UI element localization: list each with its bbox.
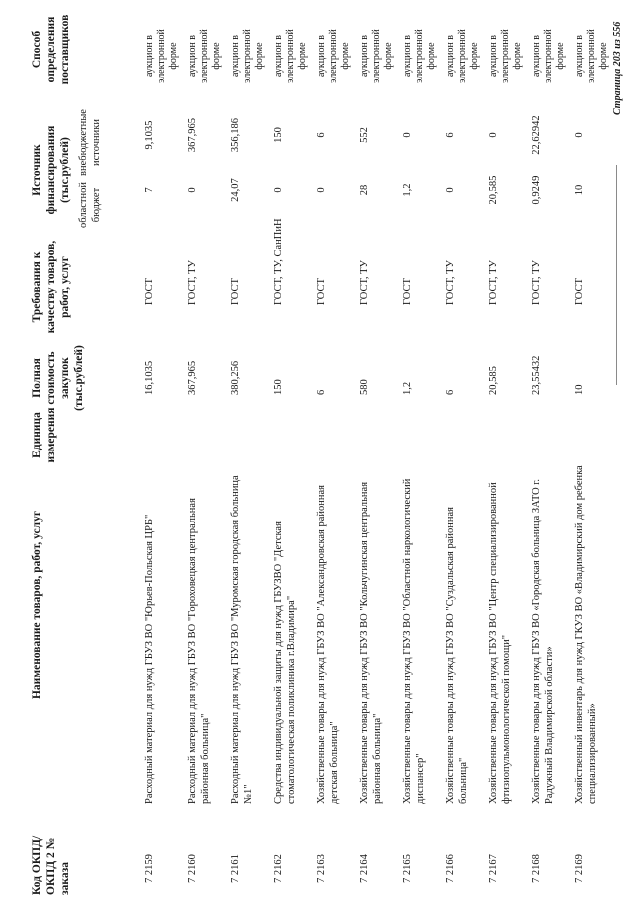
row-requirements: ГОСТ, ТУ, СанПиН	[273, 218, 284, 305]
row-requirements: ГОСТ	[230, 278, 241, 305]
header-method: Способ определения поставщиков	[31, 14, 72, 85]
row-regional-budget: 1,2	[402, 183, 413, 197]
row-requirements: ГОСТ, ТУ	[359, 260, 370, 305]
row-extra-sources: 150	[273, 127, 284, 143]
header-cost: Полная стоимость закупок (тыс.рублей)	[31, 345, 86, 411]
row-code: 7 2162	[273, 854, 284, 883]
row-method: аукцион в электронной форме	[230, 29, 266, 83]
header-extra-sources: внебюджетные источники	[78, 109, 102, 176]
row-cost: 20,585	[488, 366, 499, 395]
table-header	[0, 0, 140, 905]
row-name: Хозяйственные товары для нужд ГБУЗ ВО «Городская больница ЗАТО г. Радужный Владимирской области»	[531, 478, 555, 804]
row-method: аукцион в электронной форме	[316, 29, 352, 83]
header-unit: Единица измерения	[31, 407, 58, 463]
row-extra-sources: 552	[359, 127, 370, 143]
header-name: Наименование товаров, работ, услуг	[31, 510, 43, 700]
row-regional-budget: 0,9249	[531, 175, 542, 205]
row-regional-budget: 0	[187, 187, 198, 193]
row-requirements: ГОСТ	[574, 278, 585, 305]
row-code: 7 2167	[488, 854, 499, 883]
row-method: аукцион в электронной форме	[488, 29, 524, 83]
row-method: аукцион в электронной форме	[445, 29, 481, 83]
row-name: Хозяйственные товары для нужд ГБУЗ ВО "Александровская районная детская больница"	[316, 484, 340, 804]
row-cost: 6	[445, 389, 456, 395]
row-cost: 6	[316, 389, 327, 395]
row-method: аукцион в электронной форме	[531, 29, 567, 83]
row-code: 7 2160	[187, 854, 198, 883]
row-requirements: ГОСТ	[316, 278, 327, 305]
row-cost: 367,965	[187, 360, 198, 395]
row-method: аукцион в электронной форме	[359, 29, 395, 83]
row-regional-budget: 0	[445, 187, 456, 193]
row-method: аукцион в электронной форме	[187, 29, 223, 83]
row-regional-budget: 24,07	[230, 178, 241, 202]
header-requirements: Требования к качеству товаров, работ, услуг	[31, 240, 72, 334]
row-name: Расходный материал для нужд ГБУЗ ВО "Юрьев-Польская ЦРБ"	[144, 514, 155, 804]
row-name: Хозяйственные товары для нужд ГБУЗ ВО "Кольчугинская центральная районная больница"	[359, 481, 383, 804]
row-extra-sources: 367,965	[187, 117, 198, 153]
row-cost: 1,2	[402, 381, 413, 395]
row-cost: 10	[574, 384, 585, 395]
row-regional-budget: 20,585	[488, 175, 499, 205]
row-extra-sources: 0	[488, 132, 499, 138]
row-name: Хозяйственные товары для нужд ГБУЗ ВО "Суздальская районная больница"	[445, 507, 469, 804]
row-extra-sources: 9,1035	[144, 120, 155, 150]
row-cost: 580	[359, 379, 370, 395]
row-regional-budget: 0	[316, 187, 327, 193]
row-name: Расходный материал для нужд ГБУЗ ВО "Муромская городская больница №1"	[230, 475, 254, 804]
row-code: 7 2164	[359, 854, 370, 883]
row-extra-sources: 0	[574, 132, 585, 138]
row-code: 7 2165	[402, 854, 413, 883]
row-code: 7 2169	[574, 854, 585, 883]
row-code: 7 2163	[316, 854, 327, 883]
row-cost: 380,256	[230, 360, 241, 395]
row-code: 7 2161	[230, 854, 241, 883]
row-extra-sources: 356,186	[230, 117, 241, 153]
row-code: 7 2168	[531, 854, 542, 883]
page-footer: Страница 203 из 556	[612, 21, 623, 115]
row-name: Расходный материал для нужд ГБУЗ ВО "Гороховецкая центральная районная больница"	[187, 498, 211, 804]
row-extra-sources: 22,62942	[531, 115, 542, 155]
row-requirements: ГОСТ, ТУ	[488, 260, 499, 305]
row-regional-budget: 28	[359, 184, 370, 196]
row-cost: 16,1035	[144, 360, 155, 395]
row-requirements: ГОСТ, ТУ	[531, 260, 542, 305]
divider-line	[616, 165, 617, 385]
row-name: Хозяйственные товары для нужд ГБУЗ ВО "Центр специализированной фтизиопульмонологической помощи"	[488, 482, 512, 804]
row-requirements: ГОСТ, ТУ	[445, 260, 456, 305]
row-requirements: ГОСТ	[402, 278, 413, 305]
row-name: Хозяйственные товары для нужд ГБУЗ ВО "Областной наркологический диспансер"	[402, 478, 426, 804]
row-code: 7 2166	[445, 854, 456, 883]
row-regional-budget: 10	[574, 184, 585, 196]
header-code: Код ОКПД/ ОКПД 2 № заказа	[31, 835, 72, 895]
row-extra-sources: 0	[402, 132, 413, 138]
row-method: аукцион в электронной форме	[402, 29, 438, 83]
row-code: 7 2159	[144, 854, 155, 883]
row-requirements: ГОСТ	[144, 278, 155, 305]
row-extra-sources: 6	[445, 132, 456, 138]
row-method: аукцион в электронной форме	[144, 29, 180, 83]
header-regional-budget: областной бюджет	[78, 182, 102, 228]
row-extra-sources: 6	[316, 132, 327, 138]
row-cost: 150	[273, 379, 284, 395]
header-financing: Источник финансирования (тыс.рублей)	[31, 125, 72, 215]
row-name: Средства индивидуальной защиты для нужд ГБУЗВО "Детская стоматологическая поликлиника г.Владимира"	[273, 521, 297, 804]
row-name: Хозяйственный инвентарь для нужд ГКУЗ ВО «Владимирский дом ребенка специализированный»	[574, 465, 598, 804]
row-method: аукцион в электронной форме	[273, 29, 309, 83]
row-regional-budget: 7	[144, 187, 155, 193]
row-requirements: ГОСТ, ТУ	[187, 260, 198, 305]
row-regional-budget: 0	[273, 187, 284, 193]
row-cost: 23,55432	[531, 355, 542, 395]
row-method: аукцион в электронной форме	[574, 29, 610, 83]
